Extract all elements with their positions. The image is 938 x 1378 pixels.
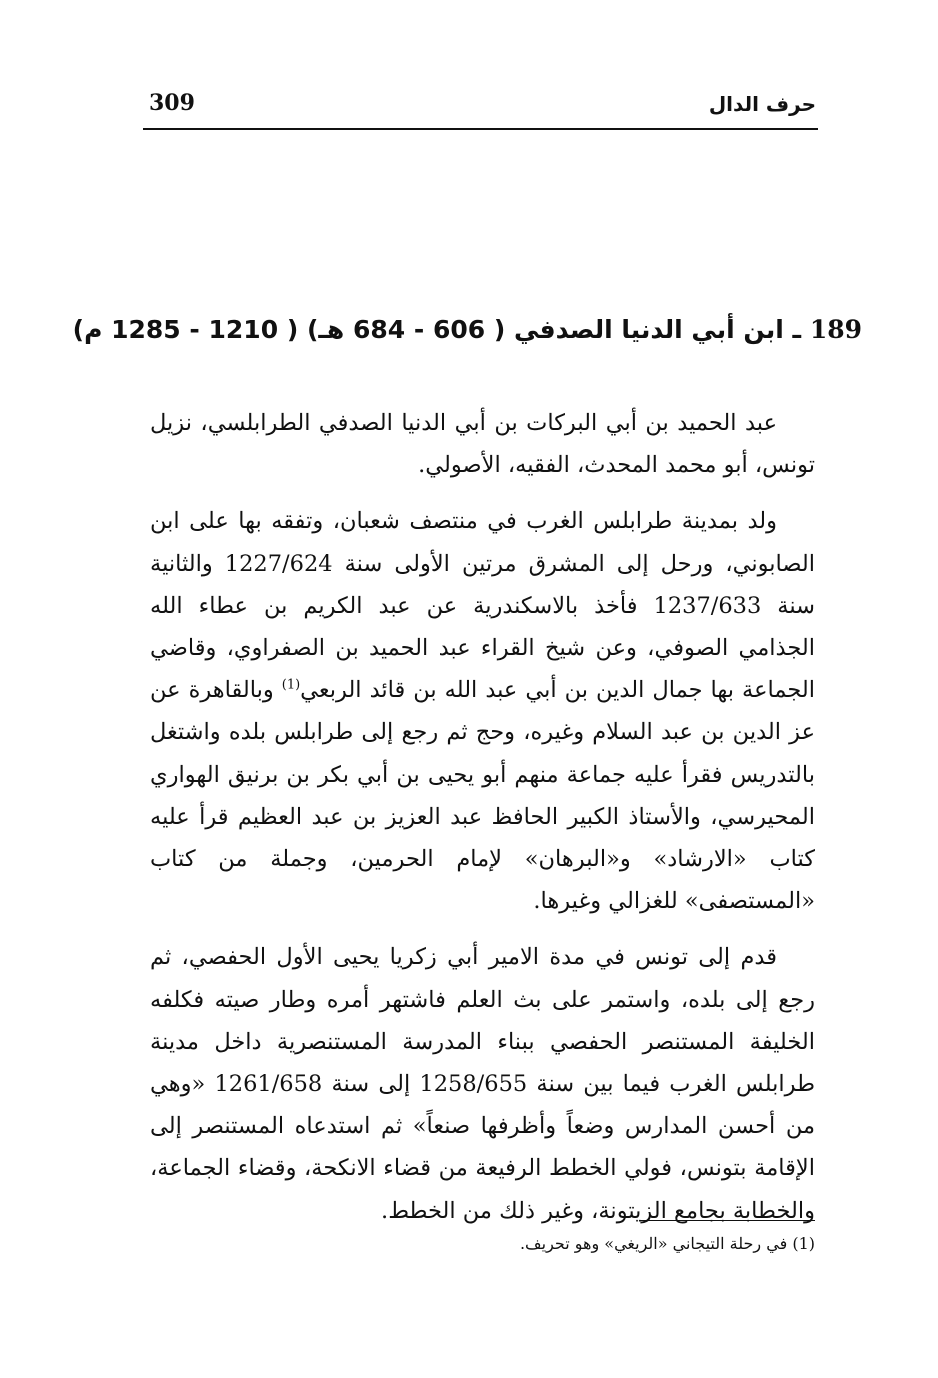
paragraph-text: عبد الحميد بن أبي البركات بن أبي الدنيا الصدفي الطرابلسي، نزيل تونس، أبو محمد المحدث، الفقيه، الأصولي. <box>150 410 815 479</box>
entry-title <box>72 312 862 348</box>
paragraph-text: وبالقاهرة عن عز الدين بن عبد السلام وغيره، وحج ثم رجع إلى طرابلس بلده واشتغل بالتدريس فقرأ عليه جماعة منهم أبو يحيى بن أبي بكر بن برنيق الهواري المحيرسي، والأستاذ الكبير الحافظ عبد العزيز بن عبد العظيم قرأ عليه كتاب «الارشاد» و«البرهان» لإمام الحرمين، وجملة من كتاب «المستصفى» للغزالي وغيرها. <box>150 677 815 915</box>
header-rule <box>143 128 818 130</box>
entry-body <box>150 402 815 1246</box>
footnote-text: في رحلة التيجاني «الريغي» وهو تحريف. <box>519 1234 788 1253</box>
paragraph-career <box>150 936 815 1231</box>
entry-heading: ـ ابن أبي الدنيا الصدفي ( 606 - 684 هـ) ( 1210 - 1285 م) <box>72 315 802 344</box>
paragraph-name <box>150 402 815 486</box>
footnote <box>300 1232 815 1256</box>
page-number: 309 <box>149 90 195 116</box>
paragraph-birth <box>150 500 815 922</box>
page-header <box>143 84 818 124</box>
footnote-marker: (1) <box>792 1234 815 1253</box>
footnote-rule <box>640 1220 815 1221</box>
entry-number: 189 <box>809 315 862 344</box>
paragraph-text: قدم إلى تونس في مدة الامير أبي زكريا يحيى الأول الحفصي، ثم رجع إلى بلده، واستمر على بث العلم فاشتهر أمره وطار صيته فكلفه الخليفة المستنصر الحفصي ببناء المدرسة المستنصرية داخل مدينة طرابلس الغرب فيما بين سنة 1258/655 إلى سنة 1261/658 «وهي من أحسن المدارس وضعاً وأظرفها صنعاً» ثم استدعاه المستنصر إلى الإقامة بتونس، فولي الخطط الرفيعة من قضاء الانكحة، وقضاء الجماعة، والخطابة بجامع الزيتونة، وغير ذلك من الخطط. <box>150 944 815 1224</box>
running-head: حرف الدال <box>708 92 816 116</box>
paragraph-text: ولد بمدينة طرابلس الغرب في منتصف شعبان، وتفقه بها على ابن الصابوني، ورحل إلى المشرق مرتين الأولى سنة 1227/624 والثانية سنة 1237/633 فأخذ بالاسكندرية عن عبد الكريم بن عطاء الله الجذامي الصوفي، وعن شيخ القراء عبد الحميد بن الصفراوي، وقاضي الجماعة بها جمال الدين بن أبي عبد الله بن قائد الربعي <box>150 508 816 704</box>
footnote-reference: (1) <box>281 677 301 693</box>
